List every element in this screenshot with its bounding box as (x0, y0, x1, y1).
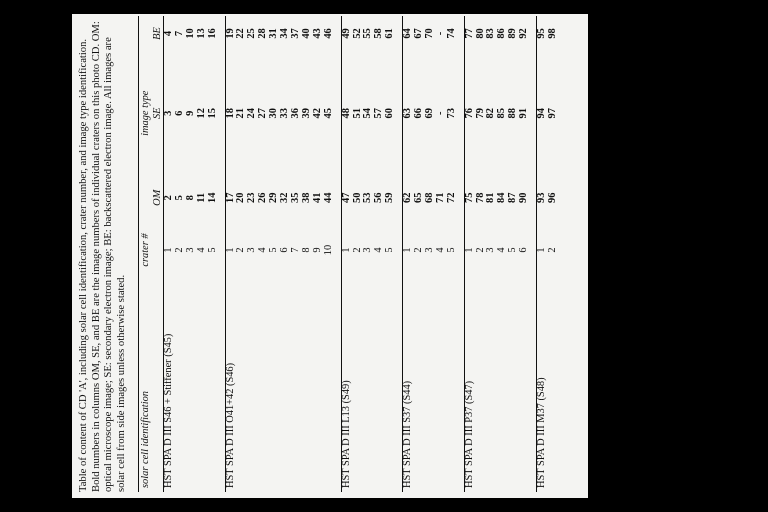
crater-number: 6 (279, 247, 291, 253)
header-crater-number: crater # (139, 220, 152, 280)
crater-number: 1 (537, 220, 548, 280)
be-image: 70 (423, 28, 435, 39)
table-row (302, 16, 313, 492)
crater-number: 1 (403, 220, 414, 280)
se-image: 91 (518, 108, 530, 119)
empty-cell (324, 280, 335, 492)
table-row (236, 16, 247, 492)
se-image: 33 (279, 108, 291, 119)
crater-number: 2 (413, 247, 425, 253)
table-row (486, 16, 497, 492)
empty-cell (208, 280, 219, 492)
crater-number: 2 (173, 247, 185, 253)
se-image: 9 (184, 110, 196, 116)
table-row (363, 16, 374, 492)
table-row (519, 16, 530, 492)
se-image: 36 (289, 108, 301, 119)
om-image: 35 (289, 192, 301, 203)
empty-cell (197, 280, 208, 492)
empty-cell (508, 280, 519, 492)
table-body (164, 16, 565, 492)
be-image: 52 (351, 28, 363, 39)
se-image: 3 (163, 110, 174, 116)
header-image-type: image type (139, 51, 152, 176)
header-om: OM (151, 176, 164, 220)
se-image: 66 (413, 108, 425, 119)
empty-cell (425, 280, 436, 492)
om-image: 17 (225, 176, 236, 220)
table-row (197, 16, 208, 492)
empty-cell (374, 280, 385, 492)
se-image: - (434, 111, 446, 115)
be-image: 89 (507, 28, 519, 39)
empty-cell (175, 280, 186, 492)
solar-cell-id: HST SPA D III L13 (S49) (341, 280, 352, 492)
om-image: 5 (173, 195, 185, 201)
be-image: 74 (445, 28, 457, 39)
empty-cell (186, 280, 197, 492)
se-image: 45 (322, 108, 334, 119)
crater-number: 5 (206, 247, 218, 253)
table-row (269, 16, 280, 492)
om-image: 59 (384, 192, 396, 203)
be-image: 25 (246, 28, 258, 39)
om-image: 41 (311, 192, 323, 203)
om-image: 50 (351, 192, 363, 203)
crater-number: 1 (341, 220, 352, 280)
table-row (374, 16, 385, 492)
table-row (175, 16, 186, 492)
be-image: 40 (300, 28, 312, 39)
solar-cell-id: HST SPA D III S46 + Stiffener (S45) (163, 333, 174, 488)
crater-number: 4 (496, 247, 508, 253)
se-image: 30 (268, 108, 280, 119)
be-image: 13 (195, 28, 207, 39)
empty-cell (302, 280, 313, 492)
be-image: 19 (225, 16, 236, 51)
empty-cell (486, 280, 497, 492)
crater-table (138, 16, 565, 492)
empty-cell (385, 280, 396, 492)
se-image: 60 (384, 108, 396, 119)
solar-cell-id: HST SPA D III O41+42 (S46) (225, 280, 236, 492)
empty-cell (447, 280, 458, 492)
rotated-table-content (72, 14, 588, 498)
be-image: 92 (518, 28, 530, 39)
om-image: 68 (423, 192, 435, 203)
om-image: 20 (235, 192, 247, 203)
table-row (258, 16, 269, 492)
table-caption (78, 18, 128, 492)
empty-cell (247, 280, 258, 492)
se-image: 54 (362, 108, 374, 119)
be-image: 46 (322, 28, 334, 39)
om-image: 44 (322, 192, 334, 203)
be-image: 77 (464, 16, 475, 51)
crater-number: 3 (485, 247, 497, 253)
om-image: 38 (300, 192, 312, 203)
se-image: 97 (547, 108, 558, 119)
table-row (247, 16, 258, 492)
om-image: 65 (413, 192, 425, 203)
om-image: 87 (507, 192, 519, 203)
om-image: 53 (362, 192, 374, 203)
empty-cell (258, 280, 269, 492)
crater-number: 3 (184, 247, 196, 253)
crater-number: 2 (235, 247, 247, 253)
table-row (476, 16, 487, 492)
table-row (537, 16, 548, 492)
crater-number: 5 (384, 247, 396, 253)
be-image: 61 (384, 28, 396, 39)
empty-cell (476, 280, 487, 492)
om-image: 78 (474, 192, 486, 203)
om-image: 96 (547, 192, 558, 203)
be-image: 16 (206, 28, 218, 39)
crater-number: 1 (464, 220, 475, 280)
om-image: 47 (341, 176, 352, 220)
crater-number: 1 (225, 220, 236, 280)
se-image: 69 (423, 108, 435, 119)
caption-line: Bold numbers in columns OM, SE, and BE are the image numbers of individual craters on this photo CD. OM: (90, 21, 102, 492)
caption-line: solar cell from side images unless otherwise stated. (115, 274, 127, 492)
be-image: 22 (235, 28, 247, 39)
be-image: 43 (311, 28, 323, 39)
caption-line: Table of content of CD 'A', including solar cell identification, crater number, and image type identification. (78, 38, 89, 492)
be-image: 83 (485, 28, 497, 39)
crater-number: 2 (351, 247, 363, 253)
se-image: 18 (225, 51, 236, 176)
table-row (280, 16, 291, 492)
om-image: 11 (195, 192, 207, 203)
crater-number: 4 (434, 247, 446, 253)
be-image: 28 (257, 28, 269, 39)
table-row (548, 16, 559, 492)
table-row (353, 16, 364, 492)
table-row (414, 16, 425, 492)
crater-number: 10 (322, 244, 334, 256)
group-spacer (559, 16, 565, 492)
table-row (324, 16, 335, 492)
table-row (208, 16, 219, 492)
om-image: 71 (434, 192, 446, 203)
be-image: 64 (403, 16, 414, 51)
crater-number: 4 (195, 247, 207, 253)
table-row (497, 16, 508, 492)
crater-number: 9 (311, 247, 323, 253)
table-row (403, 16, 414, 492)
se-image: 88 (507, 108, 519, 119)
se-image: 12 (195, 108, 207, 119)
om-image: 26 (257, 192, 269, 203)
se-image: 21 (235, 108, 247, 119)
om-image: 90 (518, 192, 530, 203)
crater-number: 5 (507, 247, 519, 253)
be-image: 95 (537, 16, 548, 51)
se-image: 42 (311, 108, 323, 119)
se-image: 6 (173, 110, 185, 116)
se-image: 39 (300, 108, 312, 119)
se-image: 76 (464, 51, 475, 176)
table-row (385, 16, 396, 492)
table-row (436, 16, 447, 492)
table-row (425, 16, 436, 492)
om-image: 72 (445, 192, 457, 203)
om-image: 32 (279, 192, 291, 203)
table-row (508, 16, 519, 492)
se-image: 15 (206, 108, 218, 119)
crater-number: 5 (268, 247, 280, 253)
om-image: 14 (206, 192, 218, 203)
be-image: 86 (496, 28, 508, 39)
solar-cell-id: HST SPA D III P37 (S47) (464, 280, 475, 492)
table-row (464, 16, 475, 492)
be-image: 37 (289, 28, 301, 39)
empty-cell (313, 280, 324, 492)
se-image: 79 (474, 108, 486, 119)
crater-number: 3 (423, 247, 435, 253)
se-image: 48 (341, 51, 352, 176)
empty-cell (363, 280, 374, 492)
be-image: 4 (163, 30, 174, 37)
solar-cell-id: HST SPA D III M37 (S48) (537, 280, 548, 492)
be-image: 58 (373, 28, 385, 39)
header-be: BE (151, 16, 164, 51)
table-row (341, 16, 352, 492)
crater-number: 3 (362, 247, 374, 253)
empty-cell (548, 280, 559, 492)
om-image: 62 (403, 176, 414, 220)
om-image: 23 (246, 192, 258, 203)
table-row (225, 16, 236, 492)
empty-cell (269, 280, 280, 492)
crater-number: 3 (246, 247, 258, 253)
crater-number: 7 (289, 247, 301, 253)
be-image: 10 (184, 28, 196, 39)
crater-number: 8 (300, 247, 312, 253)
crater-number: 4 (257, 247, 269, 253)
empty-cell (280, 280, 291, 492)
se-image: 82 (485, 108, 497, 119)
crater-number: 2 (547, 247, 558, 253)
om-image: 2 (163, 195, 174, 201)
empty-cell (236, 280, 247, 492)
se-image: 51 (351, 108, 363, 119)
om-image: 84 (496, 192, 508, 203)
se-image: 85 (496, 108, 508, 119)
be-image: 67 (413, 28, 425, 39)
caption-line: optical microscope image; SE: secondary electron image; BE: backscattered electron image. All images are (103, 37, 115, 492)
crater-number: 4 (373, 247, 385, 253)
be-image: 31 (268, 28, 280, 39)
be-image: 49 (341, 16, 352, 51)
se-image: 63 (403, 51, 414, 176)
om-image: 93 (537, 176, 548, 220)
empty-cell (519, 280, 530, 492)
table-row (164, 16, 175, 492)
empty-cell (353, 280, 364, 492)
om-image: 8 (184, 195, 196, 201)
be-image: 98 (547, 28, 558, 39)
be-image: 80 (474, 28, 486, 39)
crater-number: 5 (445, 247, 457, 253)
empty-cell (436, 280, 447, 492)
crater-number: 6 (518, 247, 530, 253)
om-image: 56 (373, 192, 385, 203)
empty-cell (291, 280, 302, 492)
om-image: 75 (464, 176, 475, 220)
empty-cell (497, 280, 508, 492)
table-row (291, 16, 302, 492)
se-image: 27 (257, 108, 269, 119)
header-solar-cell-id: solar cell identification (139, 280, 152, 492)
om-image: 81 (485, 192, 497, 203)
se-image: 57 (373, 108, 385, 119)
table-row (447, 16, 458, 492)
crater-number: 2 (474, 247, 486, 253)
be-image: 7 (173, 30, 185, 37)
empty-cell (414, 280, 425, 492)
se-image: 24 (246, 108, 258, 119)
crater-number: 1 (163, 247, 174, 253)
table-row (186, 16, 197, 492)
be-image: 34 (279, 28, 291, 39)
be-image: - (434, 31, 446, 36)
se-image: 73 (445, 108, 457, 119)
se-image: 94 (537, 51, 548, 176)
solar-cell-id: HST SPA D III S37 (S44) (403, 280, 414, 492)
om-image: 29 (268, 192, 280, 203)
header-se: SE (151, 51, 164, 176)
be-image: 55 (362, 28, 374, 39)
